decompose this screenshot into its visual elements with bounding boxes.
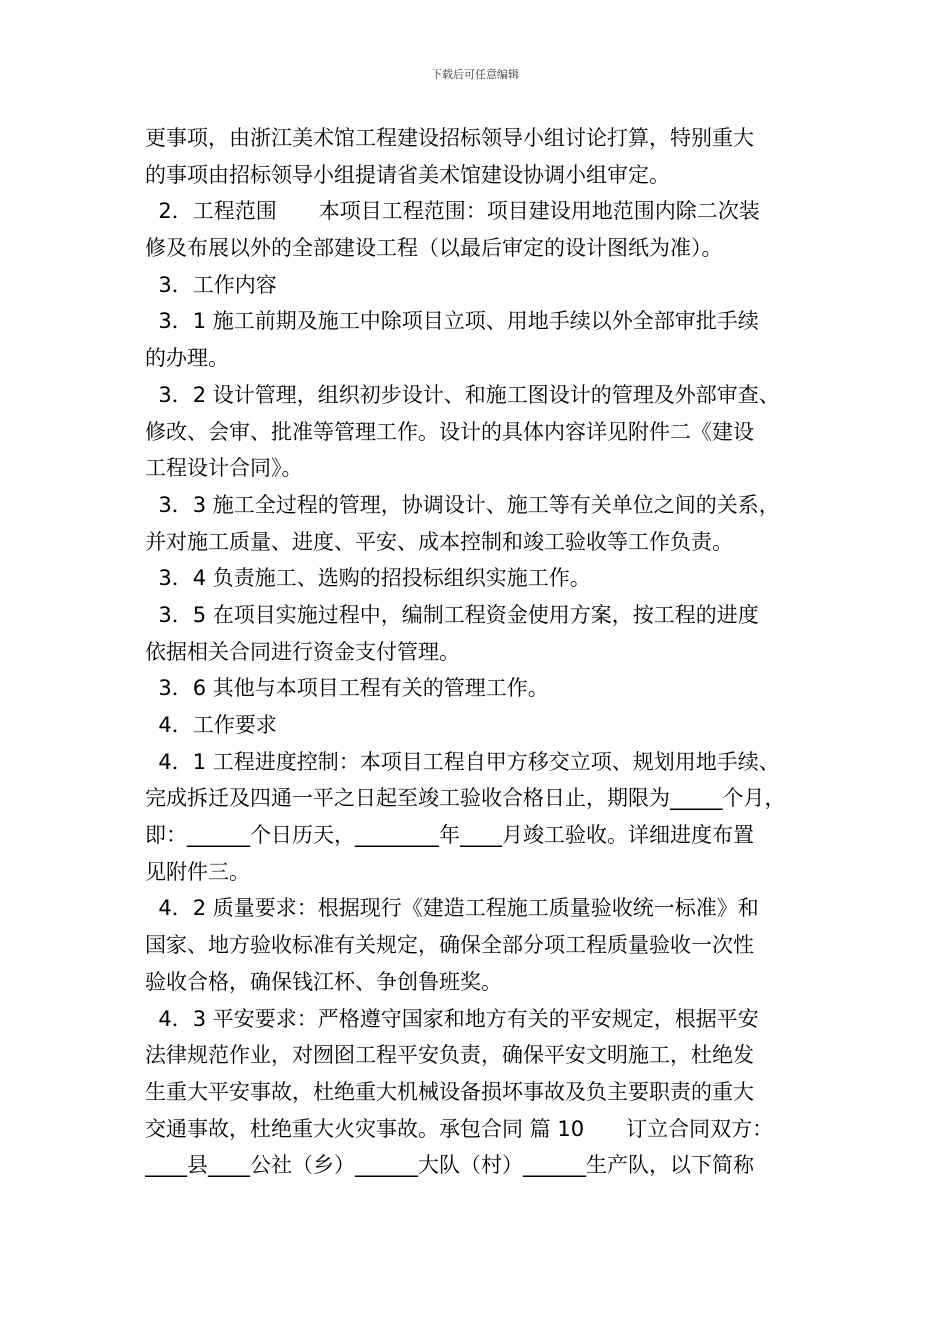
text-line: 3．工作内容 [145, 272, 277, 297]
text-line: 工程设计合同》。 [145, 456, 303, 481]
text-line: 3．3 施工全过程的管理，协调设计、施工等有关单位之间的关系， [145, 492, 780, 517]
document-body [145, 120, 835, 1184]
text-line: 交通事故，杜绝重大火灾事故。承包合同 篇 10 订立合同双方： [145, 1116, 774, 1141]
text-line: 并对施工质量、进度、平安、成本控制和竣工验收等工作负责。 [145, 529, 733, 554]
text-line: 修改、会审、批准等管理工作。设计的具体内容详见附件二《建设 [145, 419, 754, 444]
text-line: ____县____公社（乡）______大队（村）______生产队，以下简称 [145, 1153, 754, 1178]
text-line: 3．5 在项目实施过程中，编制工程资金使用方案，按工程的进度 [145, 602, 759, 627]
text-line: 的事项由招标领导小组提请省美术馆建设协调小组审定。 [145, 162, 670, 187]
text-line: 完成拆迁及四通一平之日起至竣工验收合格日止，期限为_____个月， [145, 786, 786, 811]
text-line: 验收合格，确保钱江杯、争创鲁班奖。 [145, 969, 502, 994]
text-line: 法律规范作业，对囫囵工程平安负责，确保平安文明施工，杜绝发 [145, 1043, 754, 1068]
text-line: 3．4 负责施工、选购的招投标组织实施工作。 [145, 566, 591, 591]
text-line: 的办理。 [145, 346, 229, 371]
text-line: 见附件三。 [145, 859, 250, 884]
text-line: 4．2 质量要求：根据现行《建造工程施工质量验收统一标准》和 [145, 896, 759, 921]
text-line: 4．3 平安要求：严格遵守国家和地方有关的平安规定，根据平安 [145, 1006, 759, 1031]
text-line: 3．2 设计管理，组织初步设计、和施工图设计的管理及外部审查、 [145, 382, 780, 407]
text-line: 2．工程范围 本项目工程范围：项目建设用地范围内除二次装 [145, 199, 760, 224]
text-line: 4．工作要求 [145, 713, 277, 737]
text-line: 生重大平安事故，杜绝重大机械设备损坏事故及负主要职责的重大 [145, 1079, 754, 1104]
text-line: 修及布展以外的全部建设工程（以最后审定的设计图纸为准）。 [145, 236, 723, 261]
text-line: 3．6 其他与本项目工程有关的管理工作。 [145, 676, 549, 701]
text-line: 更事项，由浙江美术馆工程建设招标领导小组讨论打算，特别重大 [145, 126, 754, 150]
text-line: 3．1 施工前期及施工中除项目立项、用地手续以外全部审批手续 [145, 309, 759, 334]
text-line: 依据相关合同进行资金支付管理。 [145, 639, 460, 664]
text-line: 国家、地方验收标准有关规定，确保全部分项工程质量验收一次性 [145, 933, 754, 958]
text-line: 即：______个日历天，________年____月竣工验收。详细进度布置 [145, 823, 754, 848]
page-header: 下载后可任意编辑 [431, 68, 519, 81]
text-line: 4．1 工程进度控制：本项目工程自甲方移交立项、规划用地手续、 [145, 749, 780, 774]
